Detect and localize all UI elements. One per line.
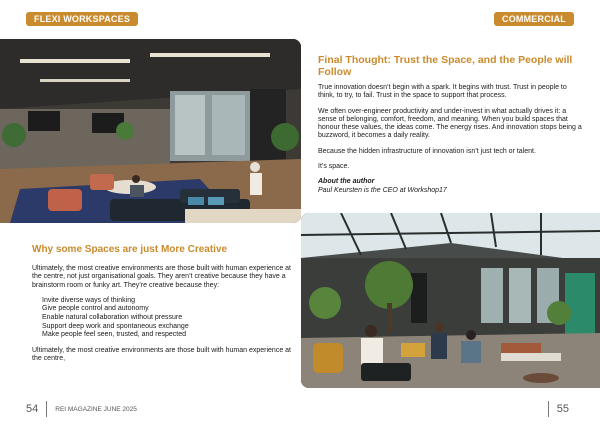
article-title: Final Thought: Trust the Space, and the People will Follow [318,54,573,78]
page-number-right: 55 [556,403,569,415]
page-number-left: 54 [26,403,39,415]
footer-right [540,400,569,418]
section-tag-flexi-workspaces: FLEXI WORKSPACES [26,12,138,26]
about-author-label: About the author [318,178,375,186]
lounge-photo [0,39,301,223]
footer-divider [548,401,549,417]
section-outro: Ultimately, the most creative environments are those built with human experience at the centre, [32,346,291,363]
list-item: Support deep work and spontaneous exchange [42,322,189,330]
section-tag-commercial: COMMERCIAL [494,12,574,26]
list-item: Make people feel seen, trusted, and respected [42,331,186,339]
section-title: Why some Spaces are just More Creative [32,244,228,255]
list-item: Give people control and autonomy [42,305,149,313]
about-author-text: Paul Keursten is the CEO at Workshop17 [318,186,447,194]
paragraph: It’s space. [318,163,350,171]
list-item: Invite diverse ways of thinking [42,296,135,304]
footer-divider [46,401,47,417]
atrium-photo [301,213,600,388]
section-body [32,265,297,370]
creative-traits-list [42,297,297,340]
section-intro: Ultimately, the most creative environments are those built with human experience at the centre, not just organisational goals. They aren’t creative because they have a brainstorm room or funky art. They’re creative because they: [32,265,291,289]
magazine-issue: REI MAGAZINE JUNE 2025 [55,405,137,413]
paragraph: We often over-engineer productivity and under-invest in what actually drives it: a sense of belonging, comfort, freedom, and meaning. When you build spaces that honour these values, the ideas come. The energy rises. And innovation stops being a buzzword, it becomes a daily reality. [318,107,582,140]
article-body [318,84,584,195]
footer-left [26,400,137,418]
list-item: Enable natural collaboration without pressure [42,314,183,322]
paragraph: Because the hidden infrastructure of innovation isn’t just tech or talent. [318,147,536,155]
paragraph: True innovation doesn’t begin with a spark. It begins with trust. Trust in people to think, to try, to fail. Trust in the space to support that process. [318,84,567,100]
